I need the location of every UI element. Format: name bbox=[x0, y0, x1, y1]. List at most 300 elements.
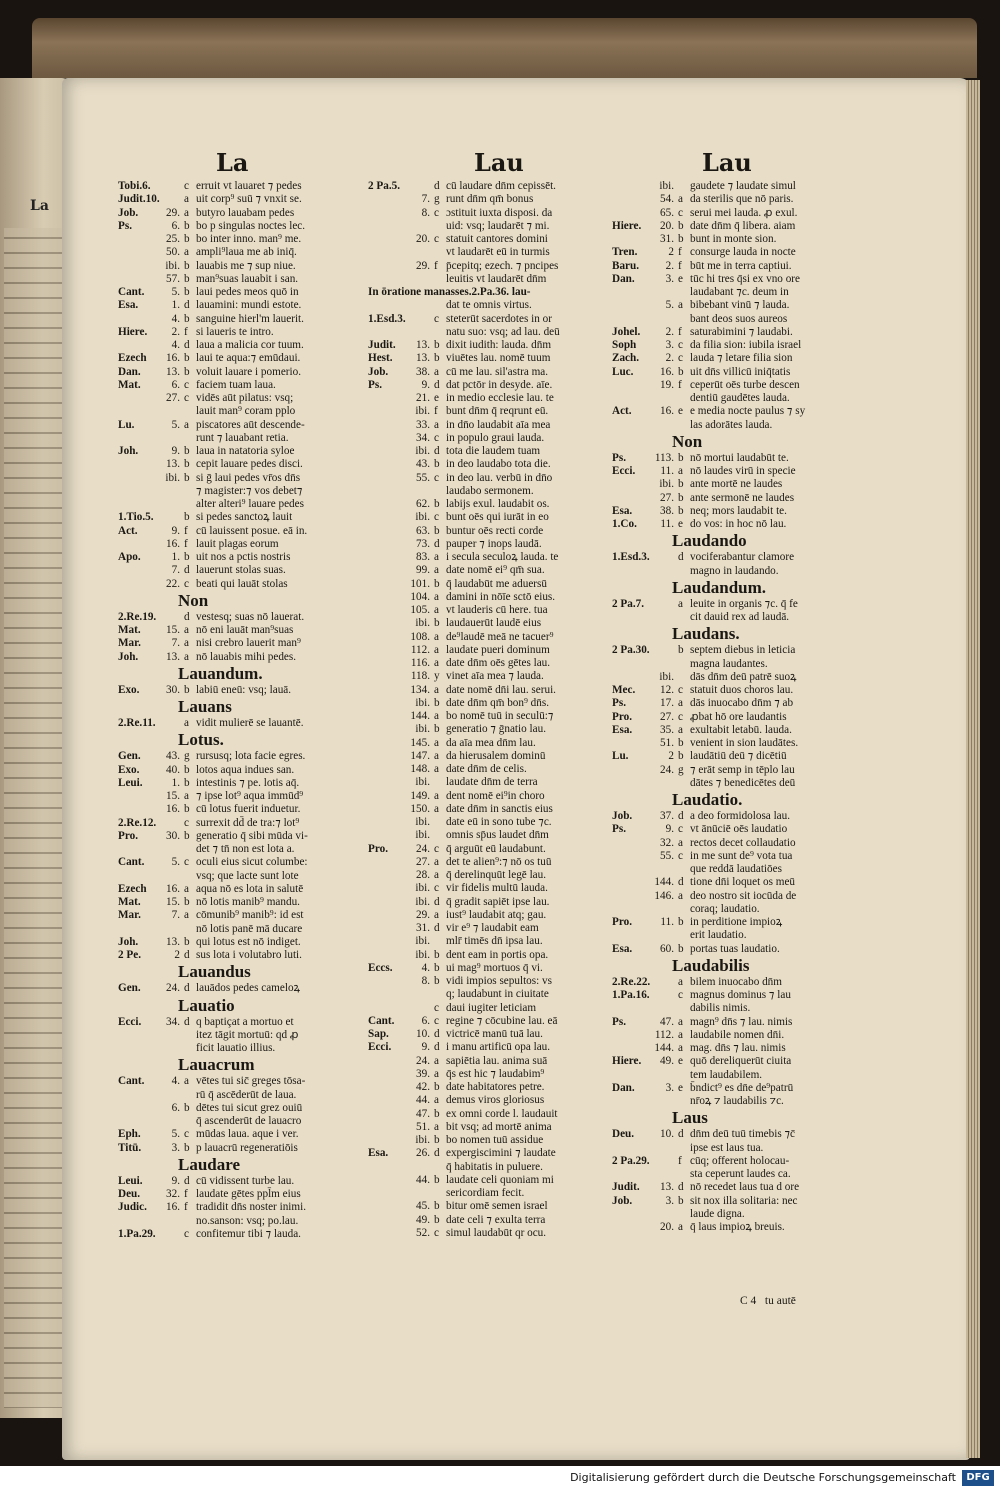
section-letter: d bbox=[434, 1028, 440, 1040]
section-letter: a bbox=[434, 365, 439, 378]
entry-text: las adorātes lauda. bbox=[690, 418, 773, 431]
entry-line bbox=[118, 1029, 363, 1042]
book-ref: Mat. bbox=[118, 896, 141, 908]
chapter-ref: 1. bbox=[171, 551, 180, 563]
entry-line bbox=[368, 551, 613, 564]
page-block-edge bbox=[966, 80, 980, 1458]
entry-text: bitur omē semen israel bbox=[446, 1200, 548, 1213]
entry-line bbox=[368, 352, 613, 365]
entry-line bbox=[368, 1147, 613, 1160]
entry-text: sit nox illa solitaria: nec bbox=[690, 1194, 798, 1207]
entry-line bbox=[368, 737, 613, 750]
entry-line bbox=[612, 1082, 857, 1095]
entry-text: cōmunib⁹ manib⁹: id est bbox=[196, 909, 304, 922]
entry-line bbox=[118, 405, 363, 418]
entry-text: cū laudare dn̄m cepissēt. bbox=[446, 180, 556, 192]
book-top-edge bbox=[32, 18, 977, 78]
entry-line bbox=[368, 498, 613, 511]
entry-text: date dn̄m in sanctis eius bbox=[446, 802, 553, 815]
section-letter: a bbox=[678, 1028, 683, 1041]
entry-line bbox=[368, 816, 613, 829]
section-letter: b bbox=[184, 272, 190, 285]
concordance-column-1 bbox=[118, 180, 363, 1241]
entry-text: p lauacrū regeneratiōis bbox=[196, 1141, 298, 1154]
chapter-ref: 51. bbox=[660, 737, 674, 749]
section-letter: b bbox=[184, 471, 190, 484]
entry-text: man⁹suas lauabit i san. bbox=[196, 272, 299, 285]
section-letter: b bbox=[434, 352, 440, 365]
entry-line bbox=[118, 1115, 363, 1128]
entry-text: laua in natatoria syloe bbox=[196, 445, 295, 457]
section-letter: e bbox=[678, 1081, 683, 1094]
book-ref: Tobi.6. bbox=[118, 180, 151, 192]
entry-text: nō lotis panē mā ducare bbox=[196, 922, 303, 935]
chapter-ref: ibi. bbox=[415, 511, 430, 524]
entry-line bbox=[118, 379, 363, 392]
chapter-ref: 7. bbox=[171, 909, 180, 922]
entry-text: mūdas laua. aque i ver. bbox=[196, 1128, 299, 1141]
section-letter: c bbox=[678, 206, 683, 219]
entry-text: laudate gētes ppl̄m eius bbox=[196, 1188, 301, 1200]
section-letter: b bbox=[184, 776, 190, 789]
entry-text: magna laudantes. bbox=[690, 657, 768, 670]
chapter-ref: 30. bbox=[166, 683, 180, 696]
chapter-ref: 21. bbox=[416, 392, 430, 404]
entry-line bbox=[368, 922, 613, 935]
entry-line bbox=[612, 989, 857, 1002]
section-letter: b bbox=[434, 577, 440, 590]
entry-text: vestesq; suas nō lauerat. bbox=[196, 610, 305, 623]
entry-line bbox=[368, 988, 613, 1001]
book-ref: 2.Re.19. bbox=[118, 610, 157, 623]
book-ref: Titū. bbox=[118, 1141, 142, 1154]
section-letter: a bbox=[184, 909, 189, 922]
entry-text: dat te omnis virtus. bbox=[446, 299, 532, 312]
chapter-ref: 134. bbox=[410, 683, 430, 696]
entry-text: magn⁹ dn̄s ⁊ lau. nimis bbox=[690, 1015, 793, 1028]
section-letter: c bbox=[184, 378, 189, 391]
entry-line bbox=[118, 233, 363, 246]
chapter-ref: 31. bbox=[660, 233, 674, 245]
entry-text: a deo formidolosa lau. bbox=[690, 810, 791, 822]
entry-line bbox=[612, 863, 857, 876]
entry-text: leuite in organis ⁊c. q̄ fe bbox=[690, 597, 798, 610]
entry-text: nō eni lauāt man⁹suas bbox=[196, 624, 294, 636]
chapter-ref: 2. bbox=[665, 259, 674, 272]
entry-text: vt ānūciē oēs laudatio bbox=[690, 823, 788, 836]
chapter-ref: 15. bbox=[166, 790, 180, 802]
section-letter: a bbox=[678, 836, 683, 849]
entry-text: tūc hi tres q̄si ex vno ore bbox=[690, 272, 800, 285]
entry-line bbox=[118, 817, 363, 830]
entry-line bbox=[118, 624, 363, 637]
entry-text: date dn̄m qm̄ bon⁹ dn̄s. bbox=[446, 696, 550, 709]
entry-line bbox=[612, 823, 857, 836]
chapter-ref: 39. bbox=[416, 1067, 430, 1080]
entry-line bbox=[118, 1201, 363, 1214]
entry-text: i manu artificū opa lau. bbox=[446, 1041, 551, 1054]
section-letter: b bbox=[678, 491, 684, 504]
entry-text: bunt oēs qui iurāt in eo bbox=[446, 511, 549, 524]
entry-text: regine ⁊ cōcubine lau. eā bbox=[446, 1014, 558, 1027]
section-letter: c bbox=[184, 1227, 189, 1240]
chapter-ref: 42. bbox=[416, 1081, 430, 1093]
section-letter: a bbox=[434, 418, 439, 431]
book-ref: Cant. bbox=[118, 1075, 145, 1088]
section-letter: b bbox=[184, 829, 190, 842]
chapter-ref: 105. bbox=[410, 604, 430, 616]
book-ref: Ps. bbox=[612, 451, 626, 464]
entry-heading: Lotus. bbox=[178, 730, 224, 750]
entry-text: gaudete ⁊ laudate simul bbox=[690, 180, 796, 192]
entry-text: q̄ derelinquūt legē lau. bbox=[446, 869, 547, 881]
entry-text: nō lauabis mihi pedes. bbox=[196, 650, 297, 663]
entry-line bbox=[368, 564, 613, 577]
entry-line bbox=[612, 392, 857, 405]
chapter-ref: 24. bbox=[416, 842, 430, 855]
signature-mark: C 4 tu autē bbox=[740, 1295, 796, 1307]
section-letter: c bbox=[678, 823, 683, 836]
section-letter: a bbox=[184, 650, 189, 663]
book-ref: Pro. bbox=[612, 916, 632, 928]
entry-text: da sterilis que nō paris. bbox=[690, 193, 794, 206]
entry-text: date habitatores petre. bbox=[446, 1081, 545, 1093]
entry-text: vinet aīa mea ⁊ lauda. bbox=[446, 670, 544, 683]
entry-line bbox=[118, 498, 363, 511]
chapter-ref: 13. bbox=[166, 365, 180, 378]
book-ref: Lu. bbox=[118, 418, 135, 431]
entry-text: ⁊ erāt semp in tēplo lau bbox=[690, 763, 795, 776]
section-letter: a bbox=[678, 723, 683, 736]
entry-line bbox=[368, 1094, 613, 1107]
section-letter: b bbox=[434, 961, 440, 974]
entry-line bbox=[368, 445, 613, 458]
entry-line bbox=[118, 339, 363, 352]
entry-text: vētes tui sic̄ greges tōsa- bbox=[196, 1075, 306, 1088]
section-letter: b bbox=[184, 683, 190, 696]
section-letter: c bbox=[678, 849, 683, 862]
chapter-ref: ibi. bbox=[415, 723, 430, 736]
chapter-ref: 150. bbox=[410, 802, 430, 815]
chapter-ref: 9. bbox=[171, 1174, 180, 1187]
section-letter: c bbox=[678, 989, 683, 1001]
entry-line bbox=[118, 299, 363, 312]
chapter-ref: 101. bbox=[410, 577, 430, 590]
entry-line bbox=[118, 856, 363, 869]
entry-line bbox=[118, 883, 363, 896]
entry-text: cū lauissent posue. eā in. bbox=[196, 524, 308, 537]
entry-text: runt ⁊ lauabant retia. bbox=[196, 431, 289, 444]
chapter-ref: ibi. bbox=[415, 405, 430, 418]
entry-text: tradidit dn̄s noster inimi. bbox=[196, 1201, 307, 1214]
entry-line bbox=[368, 260, 613, 273]
entry-text: tota die laudem tuam bbox=[446, 445, 541, 457]
chapter-ref: ibi. bbox=[165, 471, 180, 484]
book-ref: Esa. bbox=[612, 723, 633, 736]
chapter-ref: 16. bbox=[166, 803, 180, 816]
section-letter: a bbox=[434, 710, 439, 722]
entry-text: q baptiçat a mortuo et bbox=[196, 1015, 294, 1028]
chapter-ref: 37. bbox=[660, 810, 674, 822]
chapter-ref: 27. bbox=[660, 491, 674, 504]
chapter-ref: 44. bbox=[416, 1094, 430, 1107]
entry-line bbox=[368, 379, 613, 392]
entry-text: daui iugiter leticiam bbox=[446, 1001, 537, 1014]
entry-text: uid: vsq; laudarēt ⁊ mi. bbox=[446, 219, 550, 232]
entry-text: date dn̄m oēs gētes lau. bbox=[446, 657, 551, 669]
section-letter: b bbox=[184, 803, 190, 816]
entry-line bbox=[368, 1081, 613, 1094]
book-ref: Luc. bbox=[612, 365, 634, 378]
entry-line bbox=[612, 518, 857, 531]
entry-line bbox=[612, 611, 857, 624]
entry-text: bunt dn̄m q̄ reqrunt eū. bbox=[446, 405, 549, 418]
entry-text: ante mortē ne laudes bbox=[690, 478, 783, 491]
section-letter: c bbox=[184, 180, 189, 192]
entry-text: ⁊ magister:⁊ vos debet⁊ bbox=[196, 484, 303, 497]
entry-text: rectos decet collaudatio bbox=[690, 836, 796, 849]
chapter-ref: 2. bbox=[665, 352, 674, 365]
section-letter: d bbox=[184, 610, 190, 623]
chapter-ref: 4. bbox=[171, 1075, 180, 1088]
entry-text: pauper ⁊ inops laudā. bbox=[446, 537, 542, 550]
section-letter: c bbox=[434, 206, 439, 219]
chapter-ref: ibi. bbox=[415, 948, 430, 961]
entry-heading: Laudando bbox=[672, 531, 747, 551]
book-ref: Dan. bbox=[612, 1081, 635, 1094]
chapter-ref: ibi. bbox=[659, 670, 674, 683]
entry-text: butyro lauabam pedes bbox=[196, 206, 295, 219]
entry-line bbox=[368, 591, 613, 604]
entry-line bbox=[368, 339, 613, 352]
book-ref: Ps. bbox=[612, 697, 626, 710]
entry-text: e media nocte paulus ⁊ sy bbox=[690, 405, 806, 418]
entry-line bbox=[368, 1187, 613, 1200]
book-ref: 2 Pa.30. bbox=[612, 644, 650, 657]
section-letter: c bbox=[434, 842, 439, 855]
chapter-ref: 5. bbox=[171, 856, 180, 869]
book-ref: 1.Pa.29. bbox=[118, 1227, 156, 1240]
section-letter: a bbox=[184, 882, 189, 895]
entry-line bbox=[118, 1102, 363, 1115]
entry-text: vidi impios sepultos: vs bbox=[446, 975, 552, 987]
entry-text: ɔstituit iuxta disposi. da bbox=[446, 206, 553, 219]
chapter-ref: 5. bbox=[171, 286, 180, 298]
chapter-ref: 16. bbox=[660, 405, 674, 418]
chapter-ref: 27. bbox=[660, 710, 674, 723]
entry-line bbox=[368, 511, 613, 524]
entry-line bbox=[118, 352, 363, 365]
entry-text: voluit lauare i pomerio. bbox=[196, 365, 302, 378]
section-letter: a bbox=[434, 657, 439, 669]
section-letter: b bbox=[434, 948, 440, 961]
section-letter: a bbox=[678, 465, 683, 477]
book-ref: Esa. bbox=[612, 504, 633, 517]
section-letter: y bbox=[434, 670, 440, 683]
entry-text: bo nomē tuū in seculū:⁊ bbox=[446, 710, 554, 722]
book-ref: Hiere. bbox=[118, 325, 148, 338]
entry-heading: Lauatio bbox=[178, 995, 235, 1015]
entry-line bbox=[368, 631, 613, 644]
entry-line bbox=[368, 604, 613, 617]
section-letter: a bbox=[434, 802, 439, 815]
entry-line bbox=[612, 551, 857, 564]
entry-text: date eū in sono tube ⁊c. bbox=[446, 816, 552, 828]
book-ref: Esa. bbox=[368, 1147, 389, 1160]
entry-line bbox=[368, 1121, 613, 1134]
entry-line bbox=[612, 505, 857, 518]
chapter-ref: 13. bbox=[166, 935, 180, 948]
section-letter: a bbox=[678, 597, 683, 610]
entry-text: vt lauderis cū here. tua bbox=[446, 604, 548, 616]
section-letter: e bbox=[678, 1055, 683, 1068]
entry-text: laudauerūt laudē eius bbox=[446, 617, 542, 630]
footer-credit: Digitalisierung gefördert durch die Deutsche Forschungsgemeinschaft bbox=[570, 1471, 956, 1484]
entry-line bbox=[612, 1168, 857, 1181]
entry-line bbox=[612, 352, 857, 365]
entry-line bbox=[612, 233, 857, 246]
book-ref: Leui. bbox=[118, 1174, 143, 1187]
entry-line bbox=[118, 790, 363, 803]
entry-line bbox=[368, 392, 613, 405]
section-letter: b bbox=[678, 478, 684, 491]
entry-text: venient in sion laudātes. bbox=[690, 737, 799, 749]
section-letter: a bbox=[434, 630, 439, 643]
entry-text: in me sunt de⁹ vota tua bbox=[690, 849, 793, 862]
chapter-ref: 8. bbox=[421, 975, 430, 987]
entry-line bbox=[118, 1016, 363, 1029]
chapter-ref: 13. bbox=[416, 352, 430, 365]
entry-text: serui mei lauda. ꝓ exul. bbox=[690, 206, 798, 219]
entry-line bbox=[118, 830, 363, 843]
section-letter: b bbox=[678, 451, 684, 464]
section-letter: d bbox=[184, 564, 190, 577]
chapter-ref: 104. bbox=[410, 590, 430, 603]
entry-line bbox=[368, 1015, 613, 1028]
entry-text: vidēs aūt pilatus: vsq; bbox=[196, 392, 294, 404]
entry-text: būt me in terra captiui. bbox=[690, 259, 792, 272]
chapter-ref: 7. bbox=[171, 637, 180, 650]
entry-text: bilem inuocabo dn̄m bbox=[690, 975, 782, 988]
entry-text: vir fidelis multū lauda. bbox=[446, 882, 548, 895]
entry-text: date dn̄m de celis. bbox=[446, 763, 527, 775]
chapter-ref: 9. bbox=[665, 823, 674, 836]
entry-line bbox=[118, 1228, 363, 1241]
entry-text: dās dn̄m deū patrē suoꝝ bbox=[690, 670, 797, 683]
chapter-ref: 30. bbox=[166, 829, 180, 842]
entry-line bbox=[368, 750, 613, 763]
chapter-ref: 63. bbox=[416, 524, 430, 537]
section-letter: a bbox=[434, 749, 439, 762]
entry-text: cū vidissent turbe lau. bbox=[196, 1174, 295, 1187]
section-letter: f bbox=[434, 259, 438, 272]
entry-text: tem laudabilem. bbox=[690, 1068, 763, 1081]
section-letter: b bbox=[678, 1194, 684, 1207]
chapter-ref: 4. bbox=[171, 339, 180, 351]
entry-text: vir e⁹ ⁊ laudabit eam bbox=[446, 922, 539, 934]
entry-text: portas tuas laudatio. bbox=[690, 942, 780, 955]
entry-line bbox=[118, 485, 363, 498]
entry-line bbox=[118, 684, 363, 697]
book-ref: Judit.10. bbox=[118, 193, 160, 206]
section-letter: d bbox=[678, 810, 684, 822]
entry-line bbox=[368, 1002, 613, 1015]
entry-text: intestinis ⁊ pe. lotis aq̄. bbox=[196, 776, 300, 789]
section-letter: a bbox=[434, 564, 439, 577]
entry-text: nisi crebro lauerit man⁹ bbox=[196, 637, 301, 650]
chapter-ref: 15. bbox=[166, 896, 180, 908]
section-letter: b bbox=[184, 551, 190, 563]
entry-line bbox=[612, 1155, 857, 1168]
chapter-ref: 15. bbox=[166, 624, 180, 636]
entry-text: dent nomē ei⁹in choro bbox=[446, 789, 545, 802]
section-letter: f bbox=[678, 325, 682, 338]
section-letter: b bbox=[184, 511, 190, 524]
section-letter: d bbox=[184, 1174, 190, 1187]
entry-text: uit dn̄s villicū iniq̄tatis bbox=[690, 365, 791, 378]
entry-line bbox=[612, 1029, 857, 1042]
entry-line bbox=[612, 943, 857, 956]
entry-text: cūq; offerent holocau- bbox=[690, 1154, 790, 1167]
entry-line bbox=[118, 1175, 363, 1188]
entry-line bbox=[612, 1221, 857, 1234]
book-ref: Mat. bbox=[118, 378, 141, 391]
entry-line bbox=[368, 710, 613, 723]
chapter-ref: 10. bbox=[416, 1028, 430, 1040]
entry-line bbox=[612, 1002, 857, 1015]
chapter-ref: 16. bbox=[166, 1201, 180, 1214]
entry-line bbox=[368, 644, 613, 657]
entry-heading: Lauandus bbox=[178, 962, 251, 982]
entry-text: dn̄m deū tuū timebis ⁊c̄ bbox=[690, 1128, 795, 1141]
section-letter: b bbox=[434, 1173, 440, 1186]
chapter-ref: 35. bbox=[660, 723, 674, 736]
entry-line bbox=[368, 856, 613, 869]
chapter-ref: 24. bbox=[660, 763, 674, 776]
section-letter: f bbox=[678, 1154, 682, 1167]
book-ref: Ezech bbox=[118, 352, 147, 365]
chapter-ref: 44. bbox=[416, 1173, 430, 1186]
chapter-ref: ibi. bbox=[415, 895, 430, 908]
entry-line bbox=[612, 916, 857, 929]
section-letter: b bbox=[678, 916, 684, 928]
book-ref: Apo. bbox=[118, 551, 141, 563]
entry-heading: Laudare bbox=[178, 1154, 241, 1174]
chapter-ref: ibi. bbox=[415, 829, 430, 842]
entry-line bbox=[118, 843, 363, 856]
entry-text: laudabant ⁊c. deum in bbox=[690, 286, 789, 298]
entry-heading: Lauacrum bbox=[178, 1055, 255, 1075]
section-letter: d bbox=[184, 1015, 190, 1028]
entry-line bbox=[368, 843, 613, 856]
entry-line bbox=[118, 472, 363, 485]
entry-text: ficit lauatio illius. bbox=[196, 1042, 276, 1054]
entry-heading: Laudabilis bbox=[672, 955, 750, 975]
entry-line bbox=[612, 366, 857, 379]
column-header-1: La bbox=[216, 148, 249, 177]
book-ref: Deu. bbox=[118, 1188, 141, 1200]
book-ref: Pro. bbox=[118, 829, 138, 842]
dfg-logo: DFG bbox=[962, 1470, 994, 1486]
entry-line bbox=[368, 432, 613, 445]
section-letter: b bbox=[434, 1081, 440, 1093]
entry-text: aqua nō es lota in salutē bbox=[196, 882, 304, 895]
section-letter: c bbox=[678, 352, 683, 365]
entry-line bbox=[368, 803, 613, 816]
entry-line bbox=[118, 313, 363, 326]
entry-line bbox=[612, 711, 857, 724]
entry-text: bant deos suos aureos bbox=[690, 312, 788, 325]
